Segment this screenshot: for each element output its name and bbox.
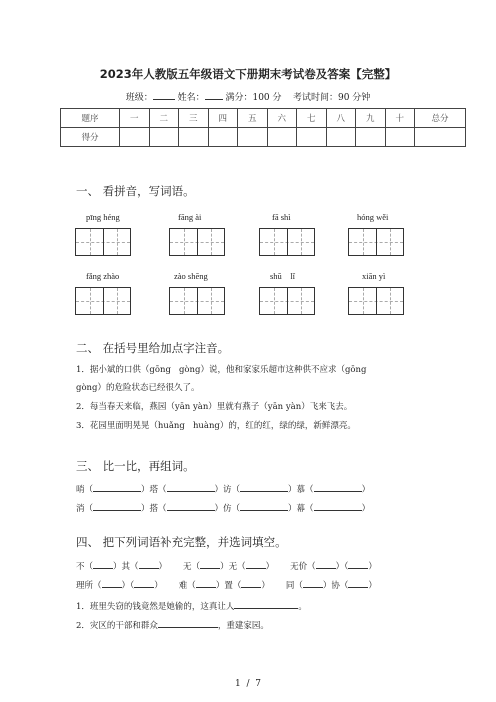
question-text: 2．每当春天来临，燕园（yān yàn）里就有燕子（yān yàn）飞来飞去。 [76, 402, 353, 412]
answer-blank[interactable] [167, 502, 215, 511]
cell-score-total[interactable] [415, 128, 466, 147]
score-value-row [61, 128, 466, 147]
question-text: gòng）的危险状态已经很久了。 [76, 383, 200, 393]
cell-header: 九 [356, 109, 386, 128]
section-3-heading: 三、 比一比，再组词。 [76, 459, 195, 473]
cell-score[interactable] [267, 128, 297, 147]
cell-score[interactable] [356, 128, 386, 147]
section-2-heading: 二、 在括号里给加点字注音。 [76, 341, 230, 355]
class-label: 班级： [125, 93, 153, 103]
page-number: 1 / 7 [235, 679, 261, 689]
score-header-row [61, 109, 466, 128]
fill-question-1: 1．班里失窃的钱竟然是她偷的，这真让人 。 [76, 602, 307, 612]
compare-row-2: 消（ ）搭（ ）仿（ ）幕（ ） [76, 504, 371, 514]
pinyin: zào shēng [174, 271, 208, 281]
cell-score[interactable] [179, 128, 209, 147]
tianzi-grid[interactable] [259, 228, 315, 256]
answer-blank[interactable] [314, 502, 362, 511]
answer-blank[interactable] [314, 483, 362, 492]
answer-blank[interactable] [158, 619, 218, 628]
pinyin: fǎng zhào [86, 271, 120, 281]
idiom-row-1: 不（ ）其（ ） 无（ ）无（ ） 无价（ ）（ ） [76, 562, 377, 572]
answer-blank[interactable] [139, 560, 159, 569]
answer-blank[interactable] [240, 502, 288, 511]
cell-header-total: 总分 [415, 109, 466, 128]
answer-blank[interactable] [200, 560, 220, 569]
cell-score[interactable] [120, 128, 150, 147]
cell-header: 八 [326, 109, 356, 128]
pinyin: hóng wěi [357, 212, 389, 222]
answer-blank[interactable] [134, 579, 154, 588]
answer-blank[interactable] [196, 579, 216, 588]
cell-score[interactable] [149, 128, 179, 147]
name-blank [205, 91, 223, 100]
cell-header: 四 [208, 109, 238, 128]
pinyin: shū lǐ [270, 271, 296, 281]
answer-blank[interactable] [93, 483, 141, 492]
cell-score[interactable] [297, 128, 327, 147]
fill-question-2: 2．灾区的干部和群众 ，重建家园。 [76, 621, 269, 631]
cell-score[interactable] [238, 128, 268, 147]
answer-blank[interactable] [246, 560, 266, 569]
full-score: 满分：100 分 [225, 93, 282, 103]
answer-blank[interactable] [348, 579, 368, 588]
tianzi-grid[interactable] [75, 228, 131, 256]
pinyin: pīng héng [86, 212, 120, 222]
question-text: 3．花园里面明晃晃（huǎng huàng）的，红的红，绿的绿，新鲜漂亮。 [76, 421, 356, 431]
tianzi-grid[interactable] [259, 287, 315, 315]
tianzi-grid[interactable] [348, 287, 404, 315]
cell-header: 一 [120, 109, 150, 128]
answer-blank[interactable] [234, 600, 298, 609]
score-table [60, 108, 466, 147]
compare-row-1: 哨（ ）塔（ ）访（ ）慕（ ） [76, 485, 371, 495]
cell-score[interactable] [326, 128, 356, 147]
cell-header: 七 [297, 109, 327, 128]
section-1-heading: 一、 看拼音，写词语。 [76, 184, 195, 198]
pinyin: fā shì [272, 212, 291, 222]
answer-blank[interactable] [240, 483, 288, 492]
cell-score-label: 得分 [61, 128, 120, 147]
pinyin: xiān yì [362, 271, 386, 281]
exam-info [0, 90, 496, 103]
idiom-row-2: 理所（ ）（ ） 难（ ）置（ ） 同（ ）协（ ） [76, 581, 377, 591]
tianzi-grid[interactable] [348, 228, 404, 256]
tianzi-grid[interactable] [169, 228, 225, 256]
answer-blank[interactable] [93, 560, 113, 569]
answer-blank[interactable] [316, 560, 336, 569]
class-blank [153, 91, 175, 100]
answer-blank[interactable] [348, 560, 368, 569]
question-text: 1．据小斌的口供（gōng gòng）说，他和家家乐超市这种供不应求（gōng [76, 365, 367, 375]
cell-score[interactable] [208, 128, 238, 147]
tianzi-grid[interactable] [169, 287, 225, 315]
tianzi-grid[interactable] [75, 287, 131, 315]
answer-blank[interactable] [303, 579, 323, 588]
name-label: 姓名： [177, 93, 205, 103]
cell-header: 十 [385, 109, 415, 128]
cell-header: 二 [149, 109, 179, 128]
pinyin: fāng ài [178, 212, 202, 222]
answer-blank[interactable] [93, 502, 141, 511]
cell-header: 三 [179, 109, 209, 128]
cell-header-label: 题序 [61, 109, 120, 128]
answer-blank[interactable] [241, 579, 261, 588]
answer-blank[interactable] [102, 579, 122, 588]
exam-time: 考试时间：90 分钟 [292, 93, 371, 103]
cell-header: 六 [267, 109, 297, 128]
page-title: 2023年人教版五年级语文下册期末考试卷及答案【完整】 [99, 67, 397, 81]
section-4-heading: 四、 把下列词语补充完整，并选词填空。 [76, 535, 287, 549]
cell-score[interactable] [385, 128, 415, 147]
answer-blank[interactable] [167, 483, 215, 492]
cell-header: 五 [238, 109, 268, 128]
